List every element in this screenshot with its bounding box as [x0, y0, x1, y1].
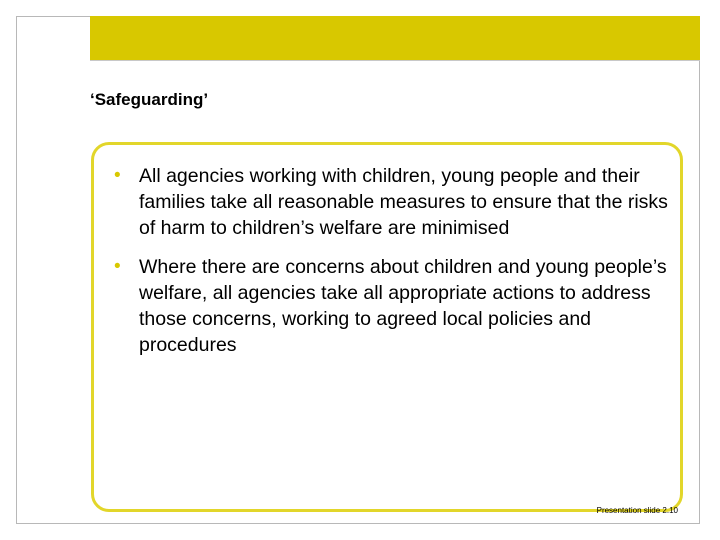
- header-divider: [90, 60, 700, 61]
- slide-number: Presentation slide 2.10: [596, 506, 678, 515]
- header-band: [90, 16, 700, 60]
- slide-title: ‘Safeguarding’: [90, 90, 209, 109]
- bullet-text: All agencies working with children, young people and their families take all reasonable measures to ensure that the risks of harm to children’s welfare are minimised: [139, 165, 668, 239]
- bullet-point-icon: •: [114, 165, 121, 186]
- bullet-point-icon: •: [114, 256, 121, 277]
- bullet-item: [112, 163, 677, 241]
- bullet-list: [112, 163, 677, 371]
- bullet-text: Where there are concerns about children and young people’s welfare, all agencies take all appropriate actions to address those concerns, working to agreed local policies and procedures: [139, 256, 667, 356]
- bullet-item: [112, 254, 677, 358]
